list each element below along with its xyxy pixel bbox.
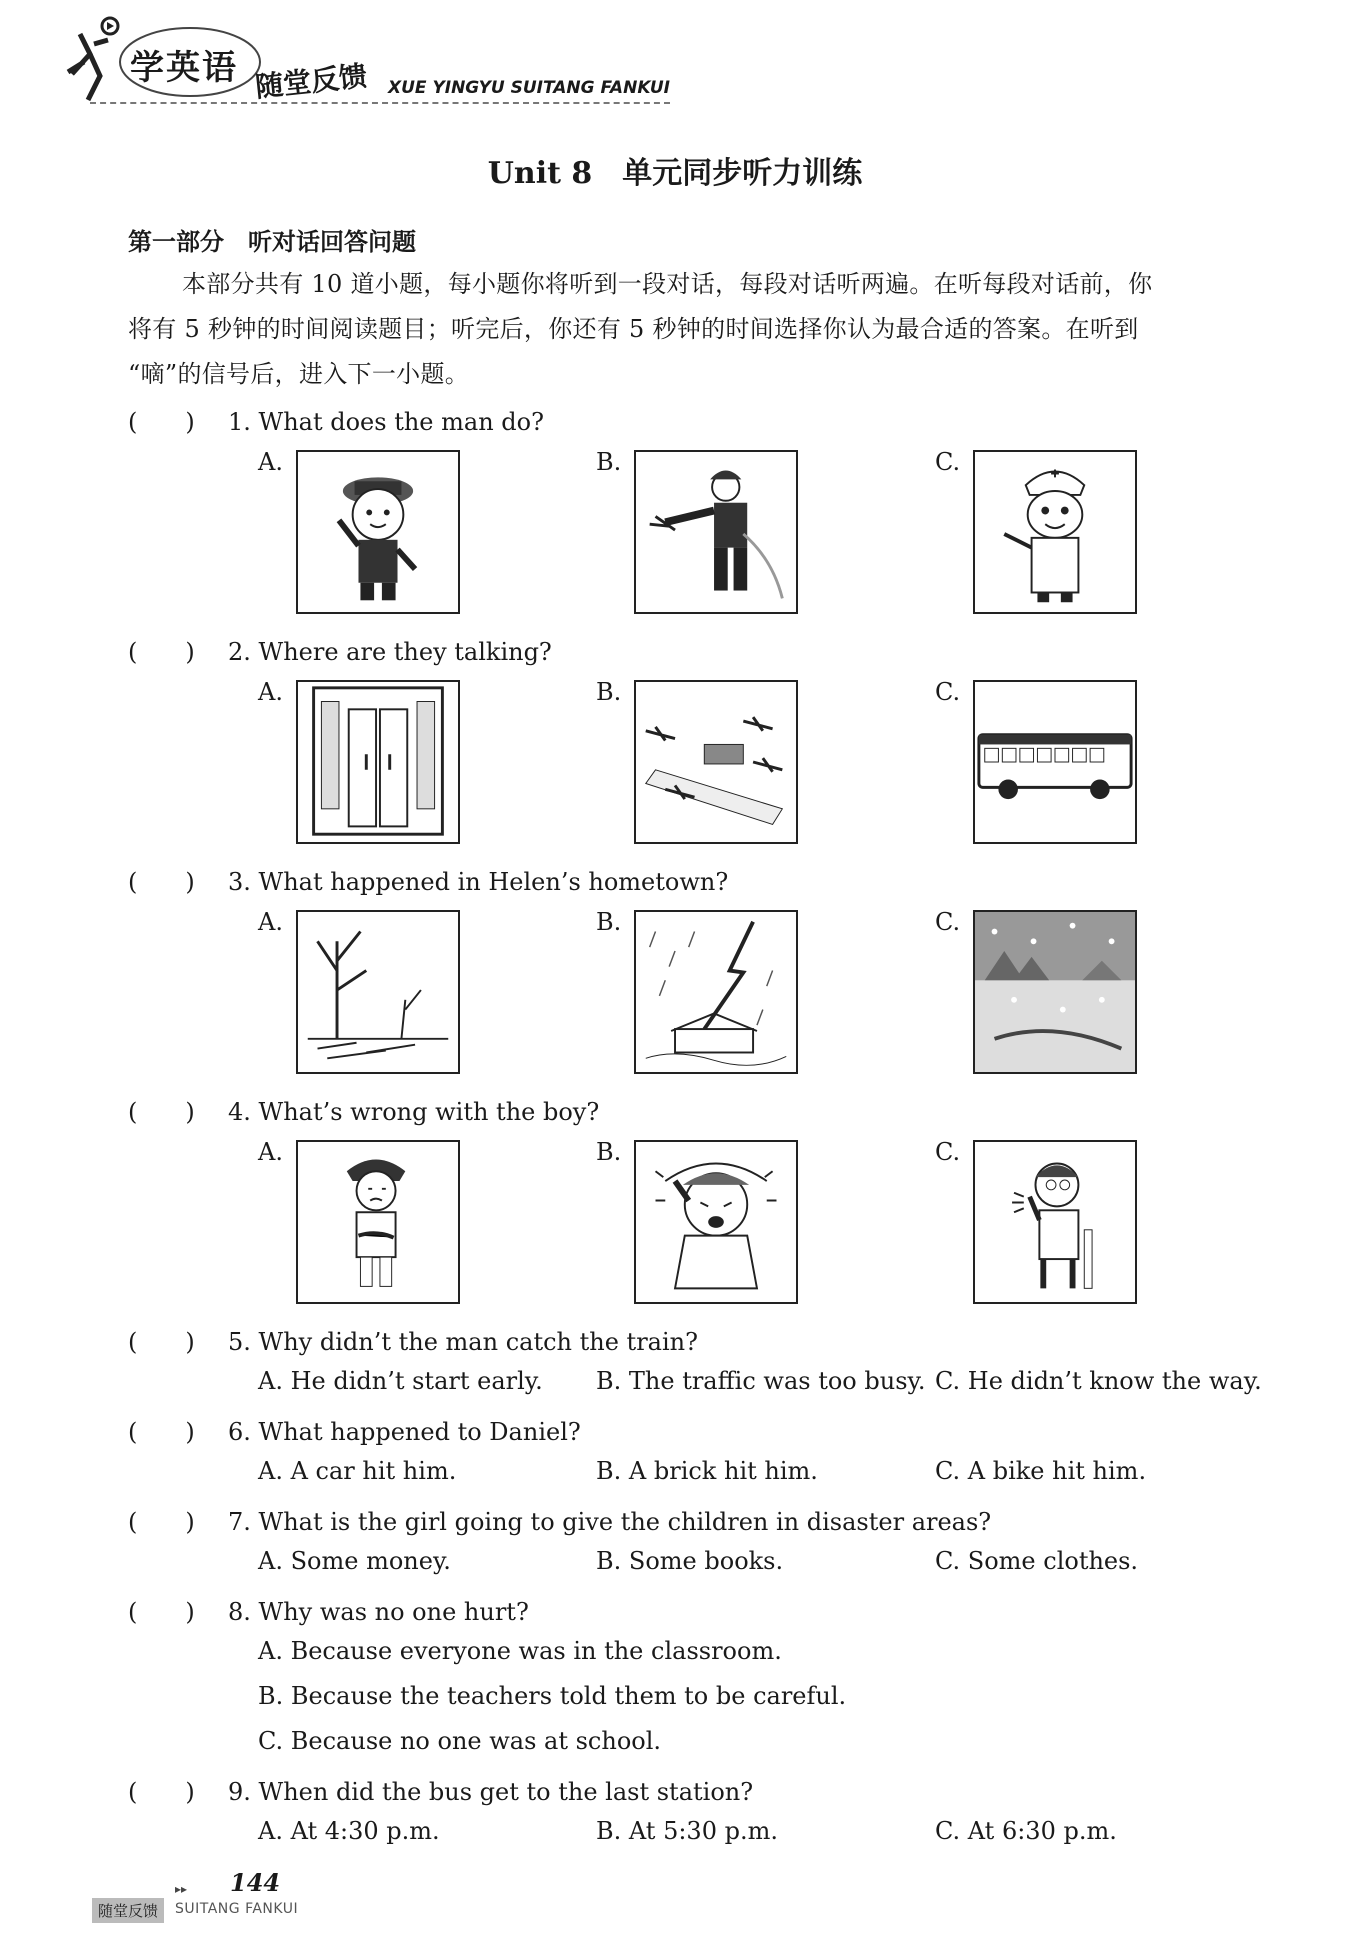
- answer-option[interactable]: B. At 5:30 p.m.: [596, 1817, 778, 1845]
- option-label: C.: [935, 1138, 961, 1166]
- answer-option[interactable]: A. Because everyone was in the classroom.: [258, 1637, 782, 1665]
- answer-blank[interactable]: ( ): [128, 638, 195, 666]
- question-text: 9. When did the bus get to the last station?: [228, 1778, 754, 1806]
- question-text: 3. What happened in Helen’s hometown?: [228, 868, 729, 896]
- question-row: [128, 1502, 991, 1537]
- answer-option[interactable]: C. At 6:30 p.m.: [935, 1817, 1117, 1845]
- option-label: A.: [258, 678, 283, 706]
- bus-icon[interactable]: [973, 680, 1137, 844]
- question-text: 7. What is the girl going to give the children in disaster areas?: [228, 1508, 992, 1536]
- question-row: [128, 632, 552, 667]
- option-label: A.: [258, 908, 283, 936]
- question-text: 4. What’s wrong with the boy?: [228, 1098, 600, 1126]
- option-label: B.: [596, 678, 622, 706]
- answer-blank[interactable]: ( ): [128, 408, 195, 436]
- question-text: 6. What happened to Daniel?: [228, 1418, 581, 1446]
- question-row: [128, 1412, 581, 1447]
- instruction-line: 本部分共有 10 道小题，每小题你将听到一段对话，每段对话听两遍。在听每段对话前，你: [182, 270, 1153, 298]
- double-arrow-icon: ▸▸: [175, 1882, 188, 1896]
- question-row: [128, 1592, 529, 1627]
- instruction-line: 将有 5 秒钟的时间阅读题目；听完后，你还有 5 秒钟的时间选择你认为最合适的答案。在听到: [128, 315, 1139, 343]
- section-instructions: [128, 262, 1278, 397]
- stomachache-icon[interactable]: [296, 1140, 460, 1304]
- section-title: 第一部分 听对话回答问题: [128, 228, 416, 256]
- answer-blank[interactable]: ( ): [128, 1508, 195, 1536]
- footer-badge: 随堂反馈: [92, 1898, 164, 1923]
- answer-option[interactable]: A. At 4:30 p.m.: [258, 1817, 440, 1845]
- answer-option[interactable]: C. He didn’t know the way.: [935, 1367, 1262, 1395]
- option-label: A.: [258, 1138, 283, 1166]
- airport-icon[interactable]: [634, 680, 798, 844]
- answer-blank[interactable]: ( ): [128, 1418, 195, 1446]
- question-text: 1. What does the man do?: [228, 408, 544, 436]
- answer-blank[interactable]: ( ): [128, 868, 195, 896]
- question-text: 5. Why didn’t the man catch the train?: [228, 1328, 698, 1356]
- question-row: [128, 862, 728, 897]
- question-row: [128, 1772, 753, 1807]
- doctor-icon[interactable]: [973, 450, 1137, 614]
- firefighter-icon[interactable]: [634, 450, 798, 614]
- option-label: B.: [596, 448, 622, 476]
- question-text: 2. Where are they talking?: [228, 638, 552, 666]
- answer-blank[interactable]: ( ): [128, 1598, 195, 1626]
- question-row: [128, 1322, 698, 1357]
- library-icon[interactable]: [296, 680, 460, 844]
- answer-option[interactable]: C. A bike hit him.: [935, 1457, 1147, 1485]
- answer-option[interactable]: A. Some money.: [258, 1547, 451, 1575]
- question-row: [128, 1092, 599, 1127]
- answer-option[interactable]: B. A brick hit him.: [596, 1457, 818, 1485]
- option-label: A.: [258, 448, 283, 476]
- cold-icon[interactable]: [973, 1140, 1137, 1304]
- answer-blank[interactable]: ( ): [128, 1098, 195, 1126]
- footer-english: SUITANG FANKUI: [175, 1901, 299, 1917]
- instruction-line: “嘀”的信号后，进入下一小题。: [128, 360, 470, 388]
- thunderstorm-icon[interactable]: [634, 910, 798, 1074]
- option-label: B.: [596, 908, 622, 936]
- answer-option[interactable]: C. Some clothes.: [935, 1547, 1139, 1575]
- police-officer-icon[interactable]: [296, 450, 460, 614]
- page-title: Unit 8 单元同步听力训练: [487, 156, 863, 191]
- answer-option[interactable]: B. Because the teachers told them to be careful.: [258, 1682, 847, 1710]
- snowstorm-icon[interactable]: [973, 910, 1137, 1074]
- question-row: [128, 402, 544, 437]
- drought-icon[interactable]: [296, 910, 460, 1074]
- option-label: C.: [935, 678, 961, 706]
- answer-blank[interactable]: ( ): [128, 1328, 195, 1356]
- header-divider: [90, 102, 670, 104]
- option-label: B.: [596, 1138, 622, 1166]
- option-label: C.: [935, 448, 961, 476]
- answer-blank[interactable]: ( ): [128, 1778, 195, 1806]
- headache-icon[interactable]: [634, 1140, 798, 1304]
- answer-option[interactable]: A. A car hit him.: [258, 1457, 457, 1485]
- option-label: C.: [935, 908, 961, 936]
- answer-option[interactable]: B. Some books.: [596, 1547, 784, 1575]
- answer-option[interactable]: B. The traffic was too busy.: [596, 1367, 926, 1395]
- logo-english: XUE YINGYU SUITANG FANKUI: [388, 78, 671, 98]
- logo-subtitle: 随堂反馈: [253, 59, 369, 104]
- page-number: 144: [230, 1868, 281, 1897]
- answer-option[interactable]: C. Because no one was at school.: [258, 1727, 662, 1755]
- answer-option[interactable]: A. He didn’t start early.: [258, 1367, 543, 1395]
- question-text: 8. Why was no one hurt?: [228, 1598, 529, 1626]
- logo-title: 学英语: [130, 48, 238, 88]
